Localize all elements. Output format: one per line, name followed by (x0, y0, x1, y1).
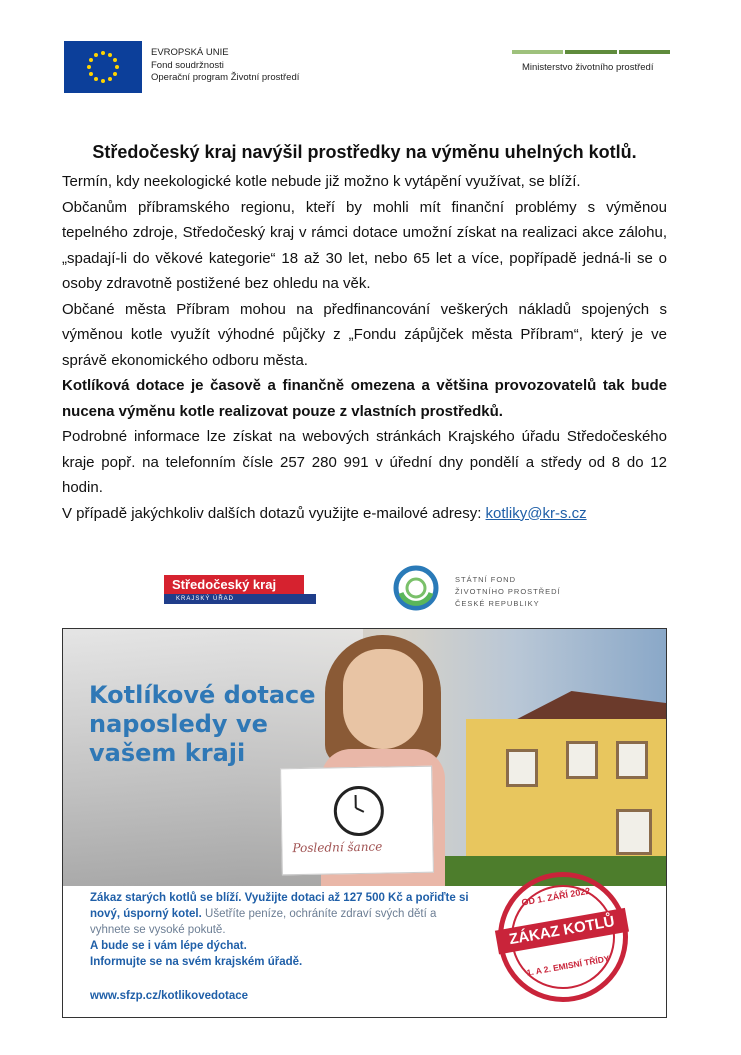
poster-url[interactable]: www.sfzp.cz/kotlikovedotace (90, 990, 249, 1002)
stamp-top-text: OD 1. ZÁŘÍ 2022 (520, 885, 591, 908)
eu-stars-icon (64, 41, 142, 93)
article (62, 142, 667, 526)
poster-line3: Informujte se na svém krajském úřadě. (90, 956, 303, 968)
contact-paragraph (62, 501, 667, 527)
sign-board (280, 766, 434, 876)
stamp-main-text: ZÁKAZ KOTLŮ (495, 908, 629, 955)
stredocesky-kraj-logo (164, 575, 316, 605)
eu-line: Operační program Životní prostředí (151, 72, 300, 83)
headline-line: Kotlíkové dotace (89, 681, 316, 709)
ministry-name: Ministerstvo životního prostředí (522, 62, 654, 73)
girl-face (343, 649, 423, 749)
headline-line: naposledy ve (89, 710, 268, 738)
poster-photo (63, 629, 666, 886)
poster-info-text (90, 890, 470, 970)
eu-flag-logo (64, 41, 142, 93)
stamp-bottom-text: 1. A 2. EMISNÍ TŘÍDY (525, 953, 611, 978)
paragraph: Termín, kdy neekologické kotle nebude již možno k vytápění využívat, se blíží. (62, 173, 581, 190)
sfzp-line: ČESKÉ REPUBLIKY (455, 599, 540, 608)
sfzp-logo-icon (393, 565, 439, 611)
info-paragraph: Podrobné informace lze získat na webových stránkách Krajského úřadu Středočeského kraje popř. na telefonním čísle 257 280 991 v úřední dny pondělí a středy od 8 do 12 hodin. (62, 428, 667, 496)
poster-line1-rest: Ušetříte peníze, ochráníte zdraví svých dětí a vyhnete se vysoké pokutě. (90, 908, 437, 936)
paragraph: Občané města Příbram mohou na předfinancování veškerých nákladů spojených s výměnou kotle využít výhodné půjčky z „Fondu zápůjček města Příbram“, který je ve správě ekonomického odboru města. (62, 300, 667, 369)
eu-line: EVROPSKÁ UNIE (151, 47, 229, 58)
ministry-logo-lines (512, 50, 670, 54)
sk-logo-sub: KRAJSKÝ ÚŘAD (164, 594, 316, 604)
bold-paragraph: Kotlíková dotace je časově a finančně omezena a většina provozovatelů tak bude nucena výměnu kotle realizovat pouze z vlastních prostředků. (62, 377, 667, 420)
sign-text: Poslední šance (292, 839, 383, 856)
sfzp-line: ŽIVOTNÍHO PROSTŘEDÍ (455, 587, 561, 596)
eu-program-text (151, 47, 299, 85)
alarm-clock-icon (333, 786, 384, 837)
poster-line2: A bude se i vám lépe dýchat. (90, 940, 247, 952)
paragraph: Občanům příbramského regionu, kteří by mohli mít finanční problémy s výměnou tepelného zdroje, Středočeský kraj v rámci dotace umožní získat na realizaci akce zálohu, „spadají-li do věkové kategorie“ 18 až 30 let, nebo 65 let a více, popřípadě jedná-li se o osoby zdravotně postižené bez ohledu na věk. (62, 198, 667, 292)
contact-text: V případě jakýchkoliv dalších dotazů využijte e-mailové adresy: (62, 504, 486, 522)
article-title: Středočeský kraj navýšil prostředky na výměnu uhelných kotlů. (92, 142, 637, 162)
sfzp-line: STÁTNÍ FOND (455, 575, 516, 584)
campaign-poster (62, 628, 667, 1018)
headline-line: vašem kraji (89, 739, 246, 767)
sk-logo-name: Středočeský kraj (164, 575, 304, 594)
email-link[interactable]: kotliky@kr-s.cz (485, 504, 587, 522)
sfzp-text (455, 574, 561, 610)
poster-line1-bold: Zákaz starých kotlů se blíží. Využijte dotaci až 127 500 Kč a pořiďte si nový, úsporný kotel. (90, 892, 469, 920)
eu-line: Fond soudržnosti (151, 59, 224, 71)
poster-headline (89, 681, 316, 768)
